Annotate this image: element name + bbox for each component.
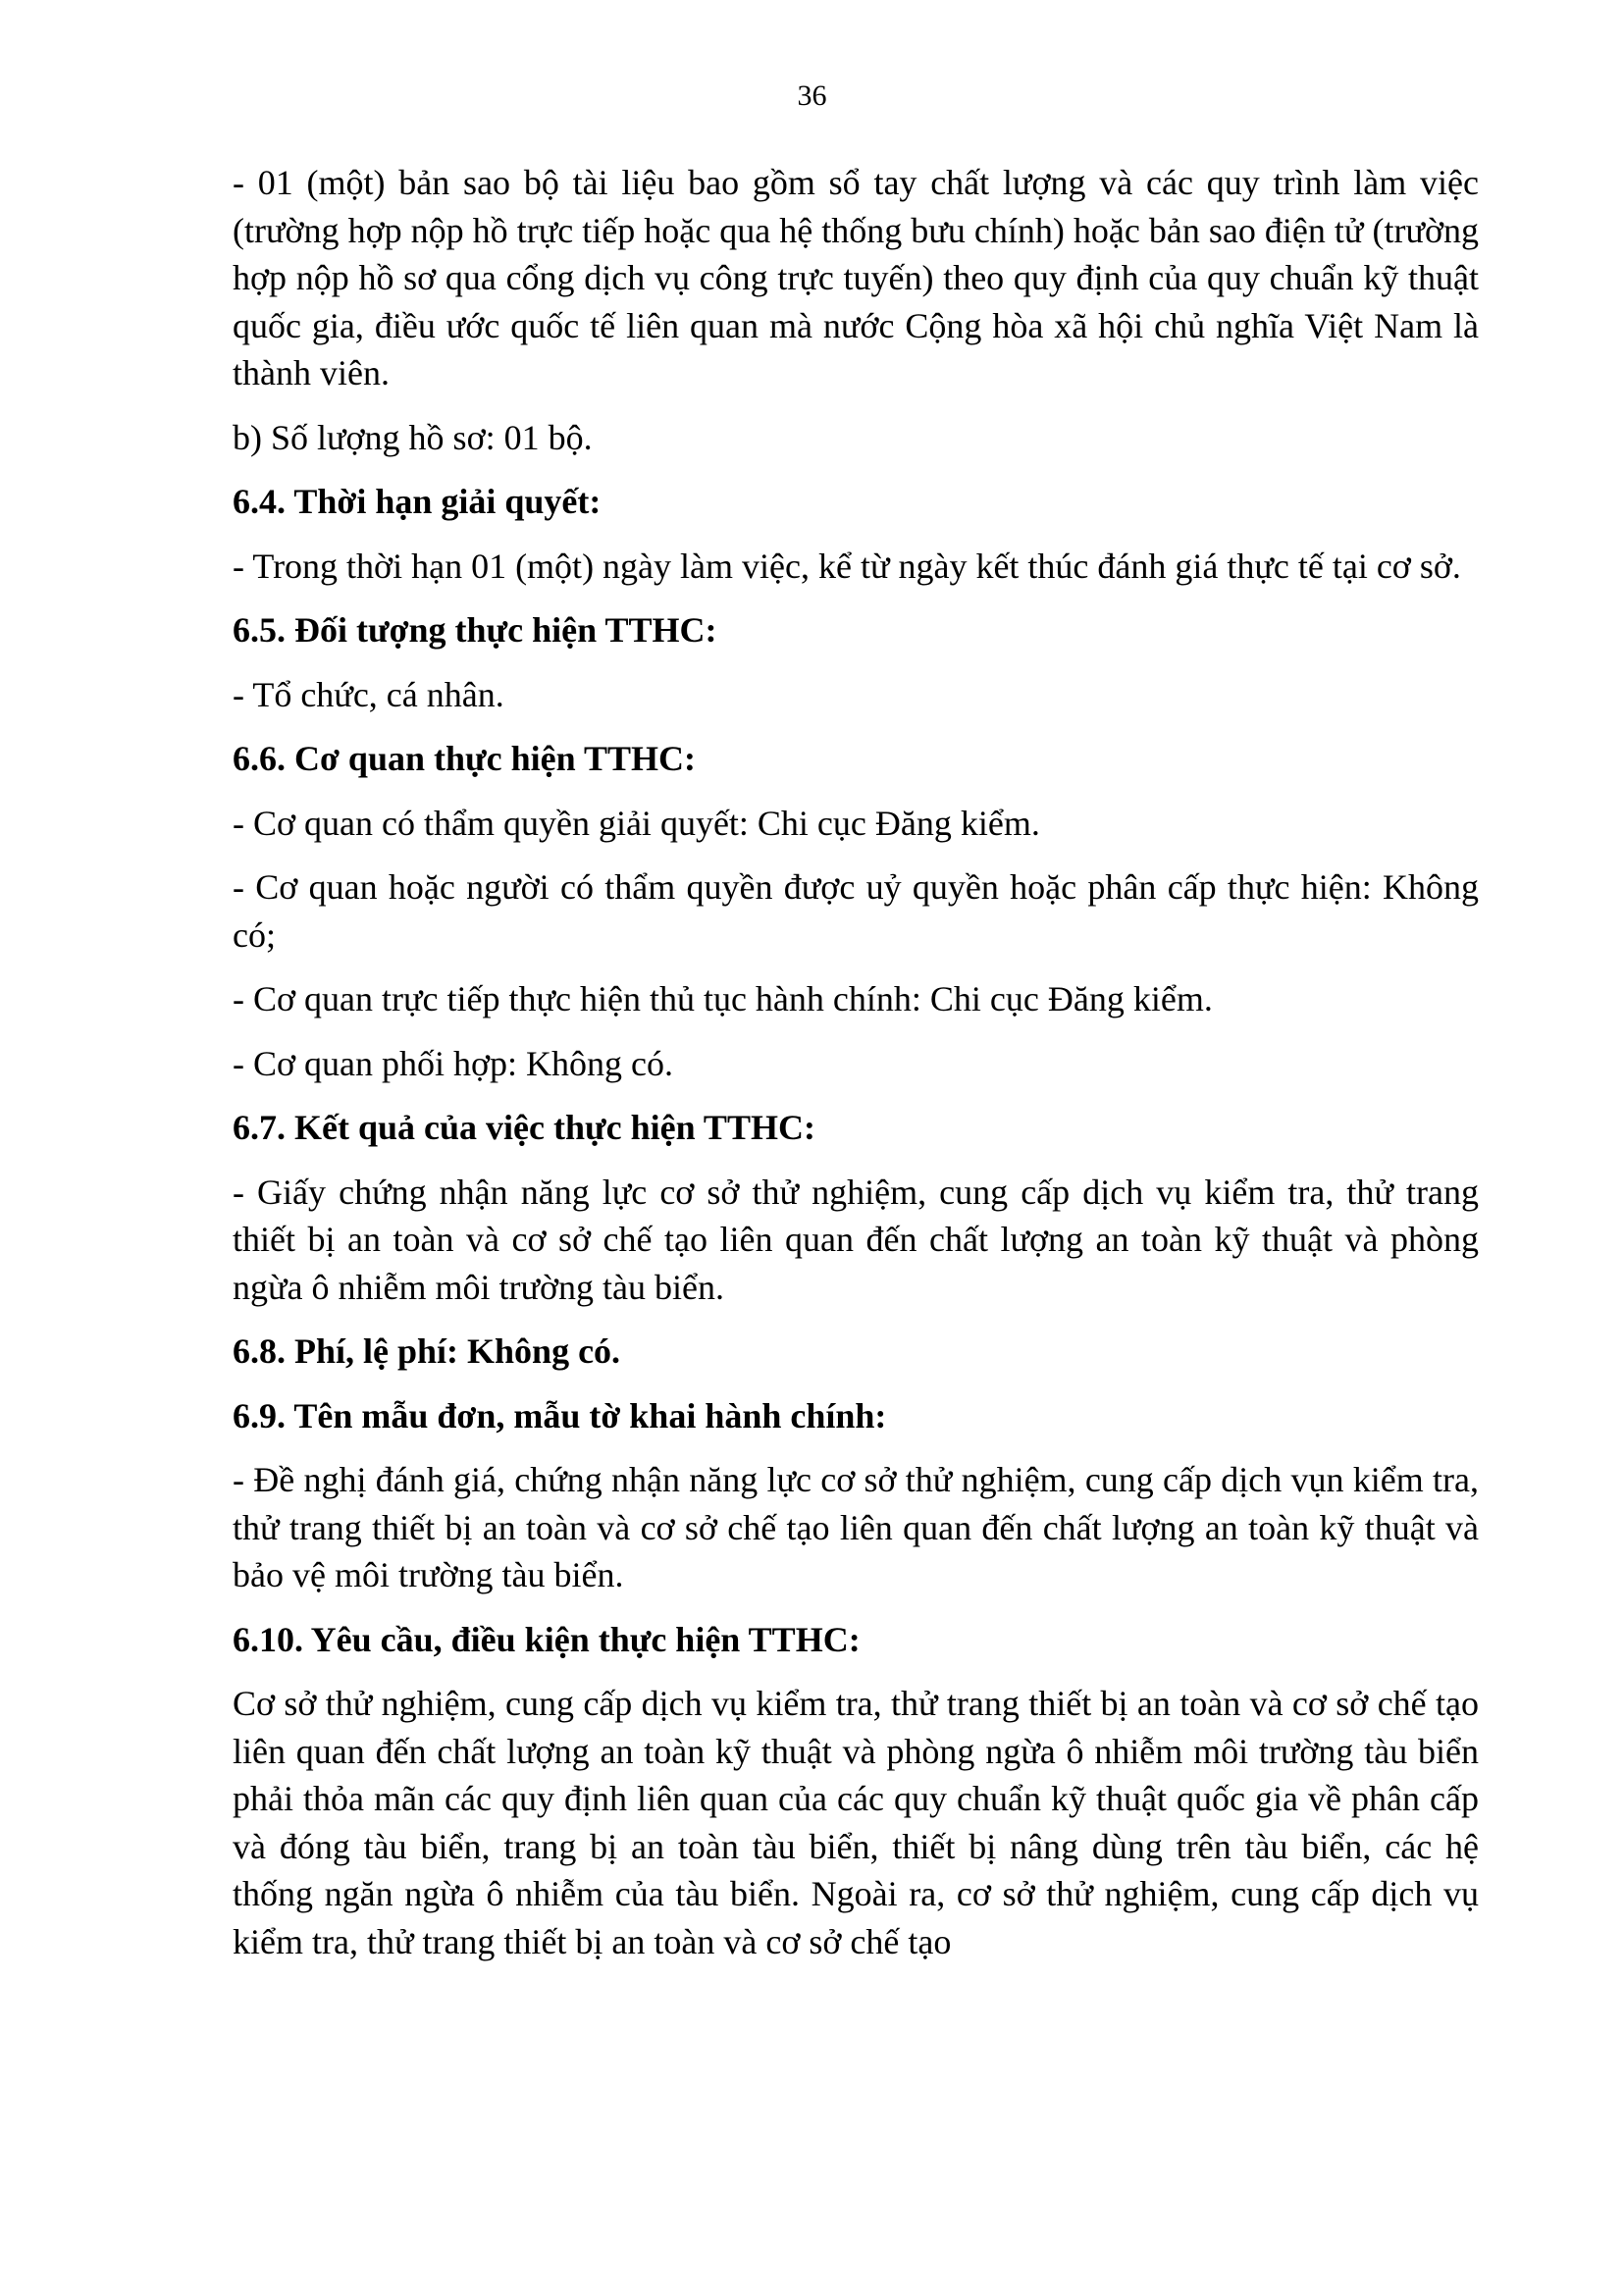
form-name: - Đề nghị đánh giá, chứng nhận năng lực cơ sở thử nghiệm, cung cấp dịch vụn kiểm tra, thử trang thiết bị an toàn và cơ sở chế tạo liên quan đến chất lượng an toàn kỹ thuật và bảo vệ môi trường tàu biển. [233, 1460, 1479, 1594]
dossier-quantity: b) Số lượng hồ sơ: 01 bộ. [233, 417, 593, 457]
processing-time: - Trong thời hạn 01 (một) ngày làm việc, kể từ ngày kết thúc đánh giá thực tế tại cơ sở. [233, 546, 1461, 586]
requirements: Cơ sở thử nghiệm, cung cấp dịch vụ kiểm tra, thử trang thiết bị an toàn và cơ sở chế tạo liên quan đến chất lượng an toàn kỹ thuật và phòng ngừa ô nhiễm môi trường tàu biển phải thỏa mãn các quy định liên quan của các quy chuẩn kỹ thuật quốc gia về phân cấp và đóng tàu biển, trang bị an toàn tàu biển, thiết bị nâng dùng trên tàu biển, các hệ thống ngăn ngừa ô nhiễm của tàu biển. Ngoài ra, cơ sở thử nghiệm, cung cấp dịch vụ kiểm tra, thử trang thiết bị an toàn và cơ sở chế tạo [233, 1684, 1479, 1961]
heading-6-6: 6.6. Cơ quan thực hiện TTHC: [233, 739, 696, 778]
heading-6-10: 6.10. Yêu cầu, điều kiện thực hiện TTHC: [233, 1619, 861, 1659]
heading-6-7: 6.7. Kết quả của việc thực hiện TTHC: [233, 1108, 815, 1147]
agency-coordinating: - Cơ quan phối hợp: Không có. [233, 1043, 674, 1083]
heading-6-9: 6.9. Tên mẫu đơn, mẫu tờ khai hành chính: [233, 1395, 887, 1435]
subjects: - Tổ chức, cá nhân. [233, 674, 504, 714]
agency-direct: - Cơ quan trực tiếp thực hiện thủ tục hành chính: Chi cục Đăng kiểm. [233, 979, 1213, 1018]
agency-authorized: - Cơ quan hoặc người có thẩm quyền được uỷ quyền hoặc phân cấp thực hiện: Không có; [233, 867, 1479, 955]
heading-6-8: 6.8. Phí, lệ phí: Không có. [233, 1331, 621, 1371]
heading-6-5: 6.5. Đối tượng thực hiện TTHC: [233, 610, 717, 650]
intro-document-copy-item: - 01 (một) bản sao bộ tài liệu bao gồm sổ tay chất lượng và các quy trình làm việc (trường hợp nộp hồ trực tiếp hoặc qua hệ thống bưu chính) hoặc bản sao điện tử (trường hợp nộp hồ sơ qua cổng dịch vụ công trực tuyến) theo quy định của quy chuẩn kỹ thuật quốc gia, điều ước quốc tế liên quan mà nước Cộng hòa xã hội chủ nghĩa Việt Nam là thành viên. [233, 163, 1479, 392]
result: - Giấy chứng nhận năng lực cơ sở thử nghiệm, cung cấp dịch vụ kiểm tra, thử trang thiết bị an toàn và cơ sở chế tạo liên quan đến chất lượng an toàn kỹ thuật và phòng ngừa ô nhiễm môi trường tàu biển. [233, 1172, 1479, 1307]
document-body [233, 159, 1479, 1982]
page-number: 36 [797, 79, 827, 112]
agency-competent: - Cơ quan có thẩm quyền giải quyết: Chi cục Đăng kiểm. [233, 803, 1040, 843]
heading-6-4: 6.4. Thời hạn giải quyết: [233, 482, 602, 521]
